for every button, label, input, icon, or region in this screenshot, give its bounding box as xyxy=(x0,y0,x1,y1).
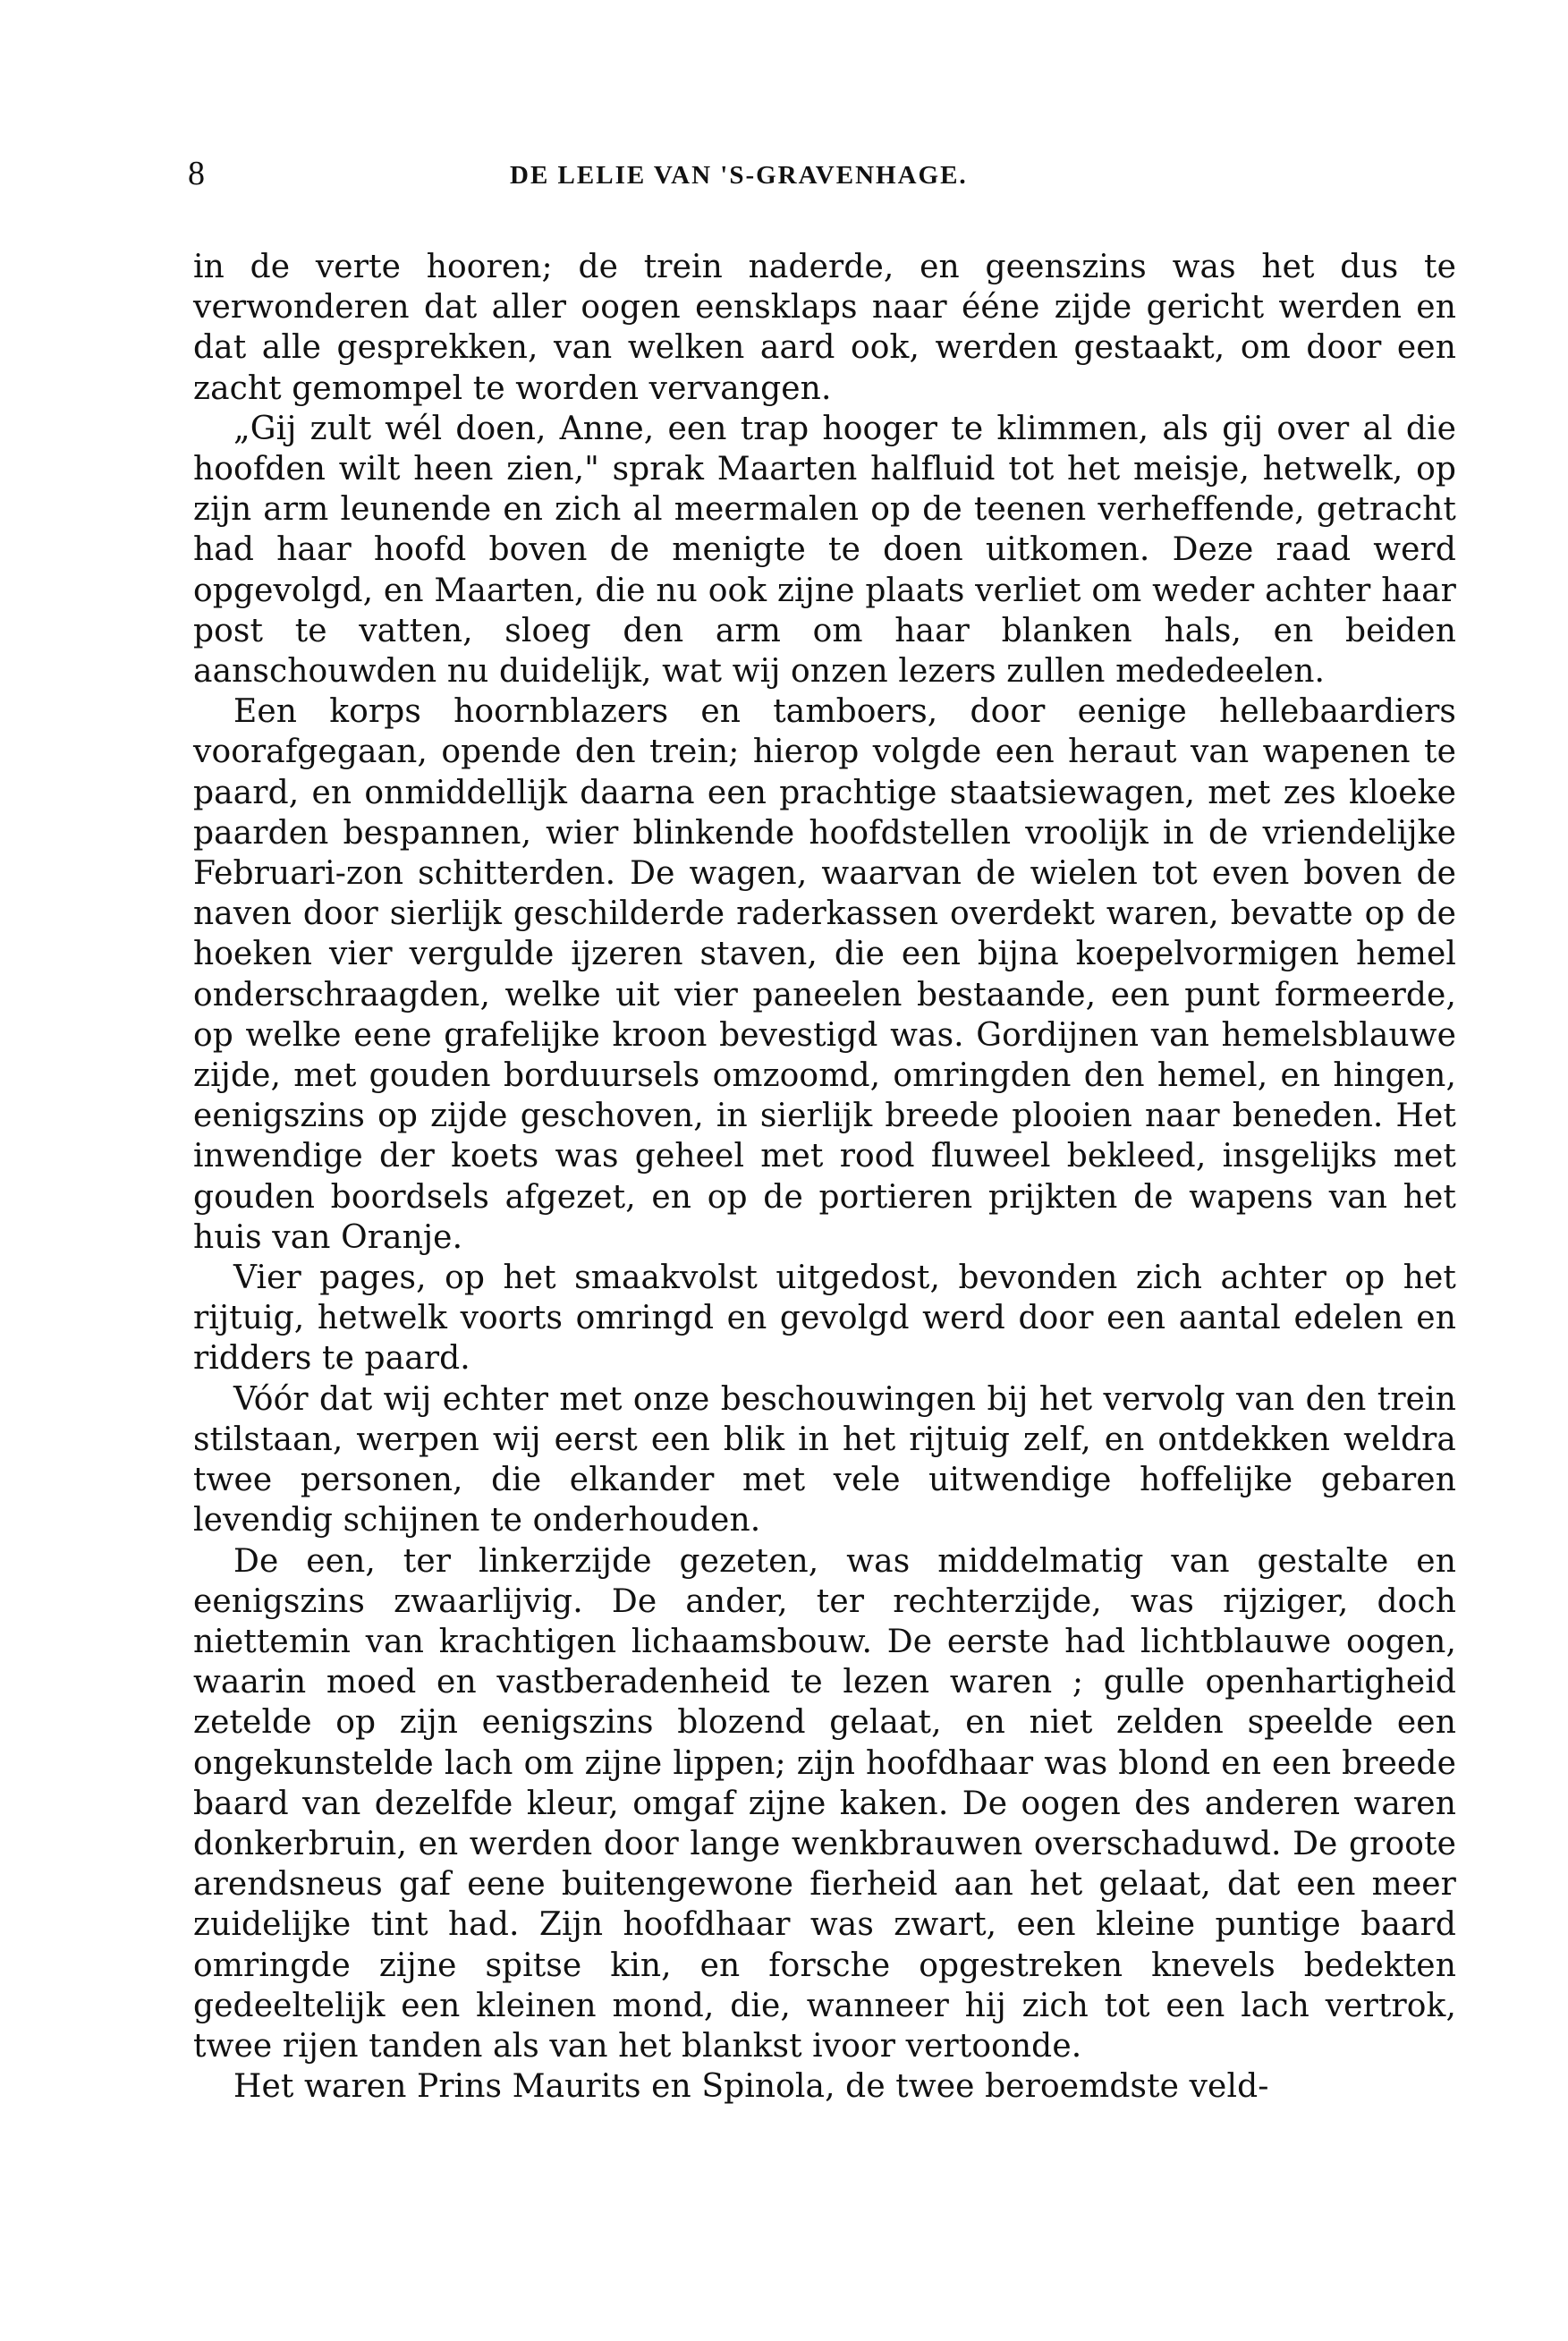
page-number: 8 xyxy=(188,155,205,192)
paragraph: De een, ter linkerzijde gezeten, was middelmatig van gestalte en eenigszins zwaarlijvig. De ander, ter rechterzijde, was rijziger, doch niettemin van krachtigen lichaamsbouw. De eerste had lichtblauwe oogen, waarin moed en vastberadenheid te lezen waren ; gulle openhartigheid zetelde op zijn eenigszins blozend gelaat, en niet zelden speelde een ongekunstelde lach om zijne lippen; zijn hoofdhaar was blond en een breede baard van dezelfde kleur, omgaf zijne kaken. De oogen des anderen waren donkerbruin, en werden door lange wenkbrauwen overschaduwd. De groote arendsneus gaf eene buitengewone fierheid aan het gelaat, dat een meer zuidelijke tint had. Zijn hoofdhaar was zwart, een kleine puntige baard omringde zijne spitse kin, en forsche opgestreken knevels bedekten gedeeltelijk een kleinen mond, die, wanneer hij zich tot een lach vertrok, twee rijen tanden als van het blankst ivoor vertoonde. xyxy=(193,1542,1456,2065)
paragraph-final: Het waren Prins Maurits en Spinola, de twee beroemdste veld- xyxy=(233,2068,1269,2106)
running-head xyxy=(179,150,1467,197)
paragraph: „Gij zult wél doen, Anne, een trap hooger te klimmen, als gij over al die hoofden wilt heen zien," sprak Maarten halfluid tot het meisje, hetwelk, op zijn arm leunende en zich al meermalen op de teenen verheffende, getracht had haar hoofd boven de menigte te doen uitkomen. Deze raad werd opgevolgd, en Maarten, die nu ook zijne plaats verliet om weder achter haar post te vatten, sloeg den arm om haar blanken hals, en beiden aanschouwden nu duidelijk, wat wij onzen lezers zullen mededeelen. xyxy=(193,410,1456,691)
paragraph-continued: in de verte hooren; de trein naderde, en geenszins was het dus te verwonderen dat aller oogen eensklaps naar ééne zijde gericht werden en dat alle gesprekken, van welken aard ook, werden gestaakt, om door een zacht gemompel te worden vervangen. xyxy=(193,249,1456,407)
paragraph: Vier pages, op het smaakvolst uitgedost, bevonden zich achter op het rijtuig, hetwelk voorts omringd en gevolgd werd door een aantal edelen en ridders te paard. xyxy=(193,1260,1456,1378)
running-title: DE LELIE VAN 'S-GRAVENHAGE. xyxy=(510,161,968,190)
paragraph: Een korps hoornblazers en tamboers, door eenige hellebaardiers voorafgegaan, opende den trein; hierop volgde een heraut van wapenen te paard, en onmiddellijk daarna een prachtige staatsiewagen, met zes kloeke paarden bespannen, wier blinkende hoofdstellen vroolijk in de vriendelijke Februari-zon schitterden. De wagen, waarvan de wielen tot even boven de naven door sierlijk geschilderde raderkassen overdekt waren, bevatte op de hoeken vier vergulde ijzeren staven, die een bijna koepelvormigen hemel onderschraagden, welke uit vier paneelen bestaande, een punt formeerde, op welke eene grafelijke kroon bevestigd was. Gordijnen van hemelsblauwe zijde, met gouden borduursels omzoomd, omringden den hemel, en hingen, eenigszins op zijde geschoven, in sierlijk breede plooien naar beneden. Het inwendige der koets was geheel met rood fluweel bekleed, insgelijks met gouden boordsels afgezet, en op de portieren prijkten de wapens van het huis van Oranje. xyxy=(193,693,1456,1256)
body-text xyxy=(193,247,1456,2107)
paragraph: Vóór dat wij echter met onze beschouwingen bij het vervolg van den trein stilstaan, werpen wij eerst een blik in het rijtuig zelf, en ontdekken weldra twee personen, die elkander met vele uitwendige hoffelijke gebaren levendig schijnen te onderhouden. xyxy=(193,1380,1456,1539)
